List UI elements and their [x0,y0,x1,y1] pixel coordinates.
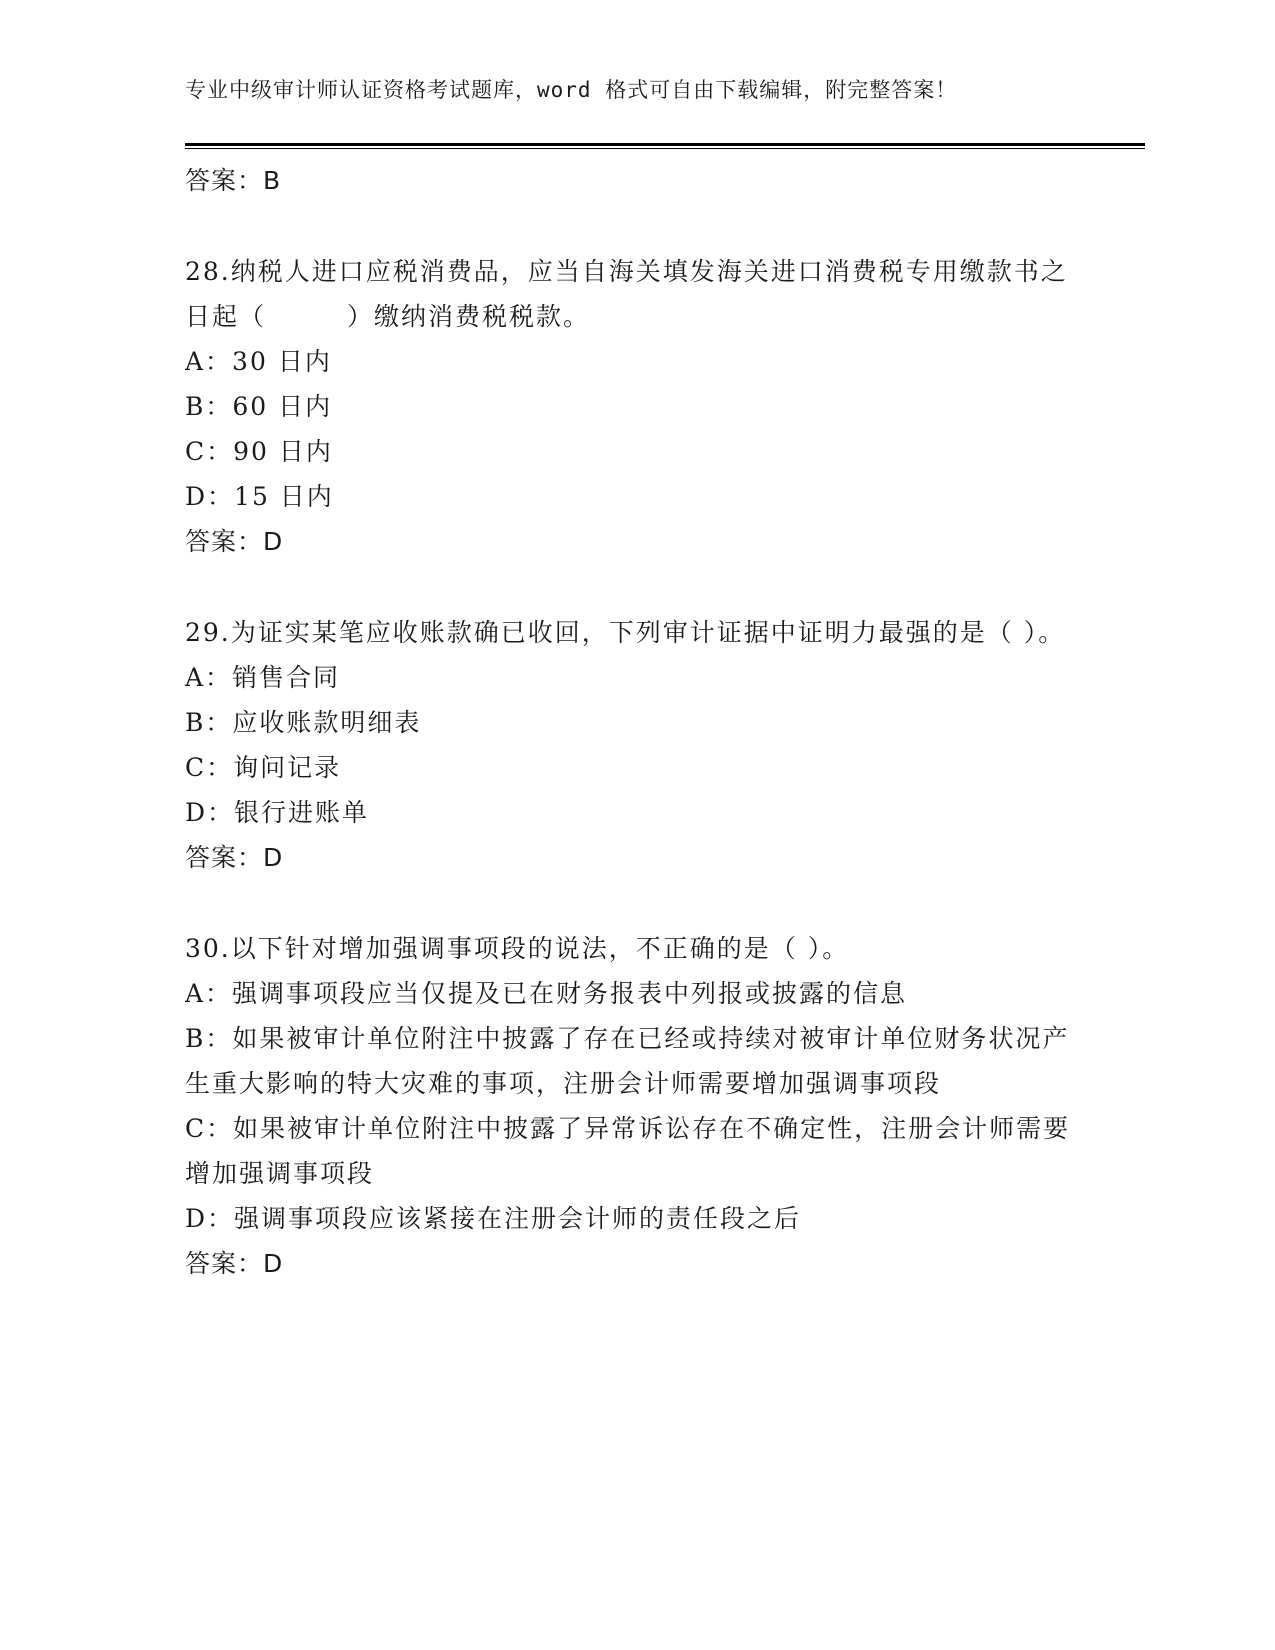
answer-label: 答案：B [185,166,282,195]
page-header: 专业中级审计师认证资格考试题库，word 格式可自由下载编辑，附完整答案！ [185,78,958,102]
document-body [185,158,1085,1287]
header-rule-thick [185,143,1145,146]
option-b: B：如果被审计单位附注中披露了存在已经或持续对被审计单位财务状况产生重大影响的特大灾难的事项，注册会计师需要增加强调事项段 [185,1024,1070,1098]
option-a: A：30 日内 [185,347,332,376]
question-stem: 30.以下针对增加强调事项段的说法，不正确的是（ ）。 [185,934,850,963]
option-d: D：银行进账单 [185,798,370,827]
option-a: A：销售合同 [185,663,341,692]
option-c: C：90 日内 [185,437,333,466]
option-b: B：应收账款明细表 [185,708,422,737]
option-d: D：强调事项段应该紧接在注册会计师的责任段之后 [185,1204,802,1233]
answer-label: 答案：D [185,1249,284,1278]
question-28 [185,249,1085,565]
option-c: C：询问记录 [185,753,342,782]
question-29 [185,610,1085,881]
answer-label: 答案：D [185,843,284,872]
question-stem: 28.纳税人进口应税消费品，应当自海关填发海关进口消费税专用缴款书之日起（ ）缴纳消费税税款。 [185,257,1068,331]
question-stem: 29.为证实某笔应收账款确已收回，下列审计证据中证明力最强的是（ ）。 [185,618,1066,647]
answer-label: 答案：D [185,527,284,556]
option-a: A：强调事项段应当仅提及已在财务报表中列报或披露的信息 [185,979,908,1008]
option-c: C：如果被审计单位附注中披露了异常诉讼存在不确定性，注册会计师需要增加强调事项段 [185,1114,1071,1188]
question-30 [185,926,1085,1287]
option-d: D：15 日内 [185,482,334,511]
option-b: B：60 日内 [185,392,333,421]
header-rule-thin [185,148,1145,149]
